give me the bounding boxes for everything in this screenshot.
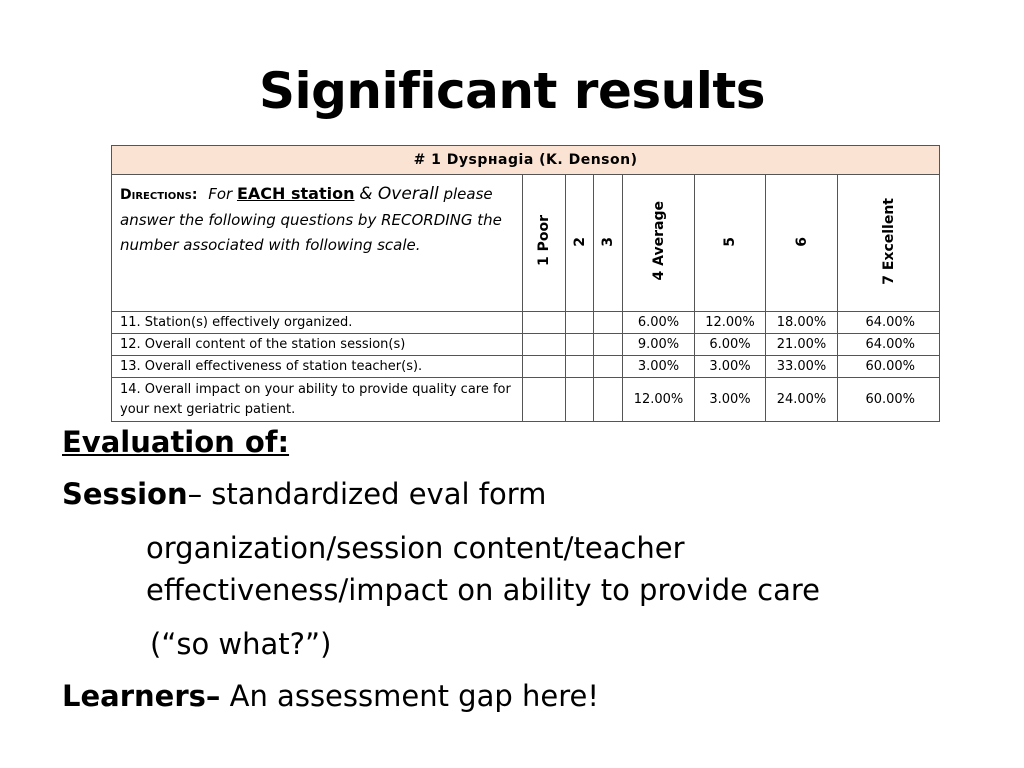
percent-cell-7: 60.00% xyxy=(838,378,940,422)
question-cell: 14. Overall impact on your ability to provide quality care for your next geriatric patient. xyxy=(112,378,523,422)
empty-cell xyxy=(566,312,594,334)
question-cell: 13. Overall effectiveness of station teacher(s). xyxy=(112,356,523,378)
empty-cell xyxy=(523,312,566,334)
empty-cell xyxy=(566,378,594,422)
table-row xyxy=(112,312,940,334)
directions-overall: & Overall xyxy=(359,184,439,204)
directions-lead: Directions: xyxy=(120,187,198,203)
session-line xyxy=(62,476,546,512)
percent-cell-4: 3.00% xyxy=(623,356,695,378)
empty-cell xyxy=(566,334,594,356)
percent-cell-6: 18.00% xyxy=(766,312,838,334)
scale-6-header xyxy=(766,175,838,312)
percent-cell-5: 3.00% xyxy=(695,356,766,378)
percent-cell-6: 21.00% xyxy=(766,334,838,356)
percent-cell-7: 60.00% xyxy=(838,356,940,378)
empty-cell xyxy=(523,356,566,378)
evaluation-heading xyxy=(62,424,289,460)
learners-line xyxy=(62,678,599,714)
question-cell: 11. Station(s) effectively organized. xyxy=(112,312,523,334)
empty-cell xyxy=(523,378,566,422)
evaluation-table xyxy=(111,145,940,422)
so-what-line: (“so what?”) xyxy=(150,627,332,661)
scale-poor-header xyxy=(523,175,566,312)
session-detail-line1: organization/session content/teacher xyxy=(146,531,685,565)
empty-cell xyxy=(594,378,623,422)
session-text: – standardized eval form xyxy=(187,477,547,511)
scale-excellent-header xyxy=(838,175,940,312)
learners-text: An assessment gap here! xyxy=(220,679,599,713)
scale-excellent-label: 7 Excellent xyxy=(880,197,897,285)
scale-average-label: 4 Average xyxy=(650,201,667,281)
empty-cell xyxy=(566,356,594,378)
empty-cell xyxy=(594,312,623,334)
table-header-row xyxy=(112,146,940,175)
percent-cell-6: 24.00% xyxy=(766,378,838,422)
session-label: Session xyxy=(62,477,188,511)
slide-title: Significant results xyxy=(258,62,766,120)
directions-text-before: For xyxy=(208,185,233,203)
scale-3-header xyxy=(594,175,623,312)
evaluation-heading-text: Evaluation of: xyxy=(62,425,290,459)
directions-row xyxy=(112,175,940,312)
directions-each-station: EACH station xyxy=(236,184,355,203)
scale-2-label: 2 xyxy=(571,236,588,247)
scale-2-header xyxy=(566,175,594,312)
percent-cell-5: 6.00% xyxy=(695,334,766,356)
percent-cell-4: 6.00% xyxy=(623,312,695,334)
table-row xyxy=(112,378,940,422)
session-detail-line2: effectiveness/impact on ability to provide care xyxy=(146,573,821,607)
scale-5-header xyxy=(695,175,766,312)
table-row xyxy=(112,334,940,356)
percent-cell-7: 64.00% xyxy=(838,334,940,356)
table-row xyxy=(112,356,940,378)
percent-cell-4: 12.00% xyxy=(623,378,695,422)
percent-cell-4: 9.00% xyxy=(623,334,695,356)
directions-cell xyxy=(112,175,523,312)
percent-cell-5: 12.00% xyxy=(695,312,766,334)
scale-6-label: 6 xyxy=(793,236,810,247)
percent-cell-5: 3.00% xyxy=(695,378,766,422)
directions-text-after: please answer the following questions by RECORDING the number associated with following scale. xyxy=(120,185,502,254)
table-header: # 1 Dyspнagia (K. Denson) xyxy=(112,146,940,175)
scale-poor-label: 1 Poor xyxy=(536,215,552,267)
empty-cell xyxy=(523,334,566,356)
empty-cell xyxy=(594,356,623,378)
scale-3-label: 3 xyxy=(600,236,616,247)
empty-cell xyxy=(594,334,623,356)
scale-5-label: 5 xyxy=(722,236,738,247)
learners-label: Learners– xyxy=(62,679,221,713)
scale-average-header xyxy=(623,175,695,312)
percent-cell-7: 64.00% xyxy=(838,312,940,334)
question-cell: 12. Overall content of the station session(s) xyxy=(112,334,523,356)
percent-cell-6: 33.00% xyxy=(766,356,838,378)
